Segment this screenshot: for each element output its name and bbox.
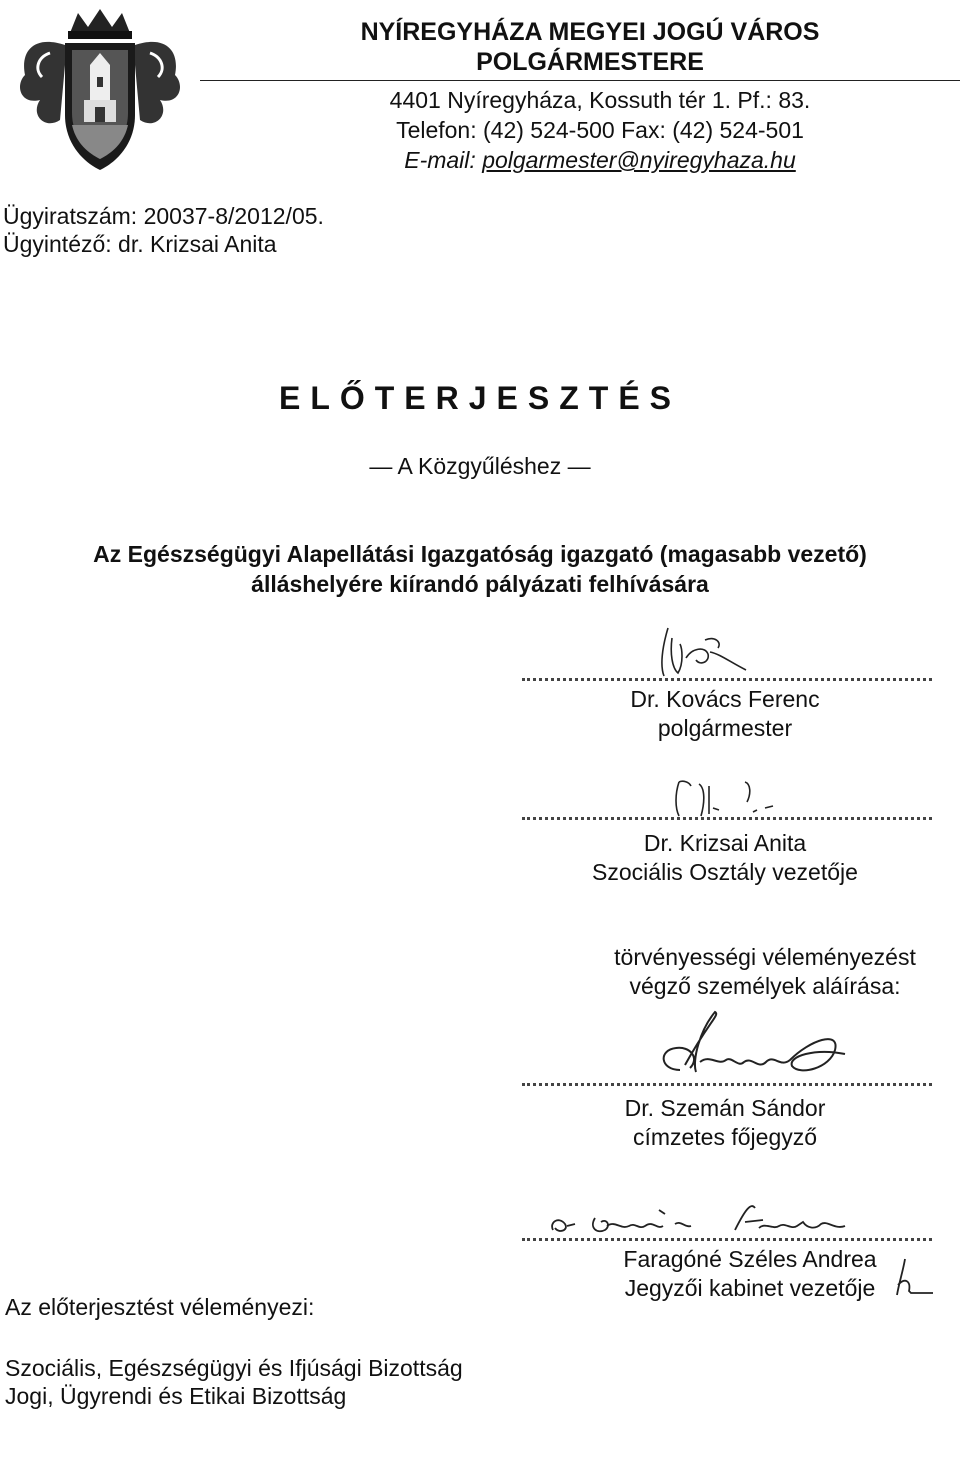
issuer-address: 4401 Nyíregyháza, Kossuth tér 1. Pf.: 83.: [389, 87, 811, 113]
document-addressee: — A Közgyűléshez —: [369, 453, 591, 479]
signatory-name: Dr. Kovács Ferenc: [630, 686, 820, 712]
signatory-name: Dr. Krizsai Anita: [643, 830, 807, 856]
reviewer-chief-notary: [560, 1094, 890, 1152]
signatory-role: polgármester: [657, 715, 793, 741]
department-head-signature: [665, 772, 785, 822]
signature-line-chief-notary: [522, 1083, 932, 1086]
cabinet-head-initial: [893, 1255, 938, 1300]
issuer-email: [300, 146, 900, 174]
issuer-title-line2: POLGÁRMESTERE: [476, 48, 704, 76]
email-link[interactable]: polgarmester@nyiregyhaza.hu: [482, 147, 796, 173]
issuer-title-line1: NYÍREGYHÁZA MEGYEI JOGÚ VÁROS: [360, 18, 820, 46]
legal-review-label-line1: törvényességi véleményezést: [614, 944, 916, 970]
chief-notary-signature: [640, 1010, 860, 1085]
committee-legal-procedural-ethics: Jogi, Ügyrendi és Etikai Bizottság: [5, 1383, 347, 1409]
signature-line-department-head: [522, 817, 932, 820]
subject-line1: Az Egészségügyi Alapellátási Igazgatóság igazgató (magasabb vezető): [93, 541, 867, 567]
cabinet-head-signature: [545, 1200, 875, 1242]
opinion-label: Az előterjesztést véleményezi:: [5, 1294, 315, 1320]
case-handler: Ügyintéző: dr. Krizsai Anita: [3, 231, 277, 257]
signatory-role: Szociális Osztály vezetője: [592, 859, 858, 885]
reviewer-name: Dr. Szemán Sándor: [624, 1095, 826, 1121]
legal-review-label: [585, 943, 945, 1001]
email-label: E-mail:: [404, 147, 483, 173]
reviewer-cabinet-head: [600, 1245, 900, 1303]
city-coat-of-arms-logo: [10, 5, 190, 180]
header-divider: [200, 80, 960, 81]
reviewer-name: Faragóné Széles Andrea: [623, 1246, 877, 1272]
signature-line-mayor: [522, 678, 932, 681]
signature-line-cabinet-head: [522, 1238, 932, 1241]
committee-social-health-youth: Szociális, Egészségügyi és Ifjúsági Bizottság: [5, 1355, 463, 1381]
signatory-mayor: [560, 685, 890, 743]
legal-review-label-line2: végző személyek aláírása:: [629, 973, 901, 999]
case-number: Ügyiratszám: 20037-8/2012/05.: [3, 203, 324, 229]
reviewer-role: címzetes főjegyző: [632, 1124, 818, 1150]
subject-line2: álláshelyére kiírandó pályázati felhívására: [251, 571, 709, 597]
mayor-signature: [650, 618, 750, 680]
reviewer-role: Jegyzői kabinet vezetője: [624, 1275, 876, 1301]
signatory-department-head: [560, 829, 890, 887]
document-title: ELŐTERJESZTÉS: [278, 380, 682, 416]
issuer-phone-fax: Telefon: (42) 524-500 Fax: (42) 524-501: [396, 117, 804, 143]
